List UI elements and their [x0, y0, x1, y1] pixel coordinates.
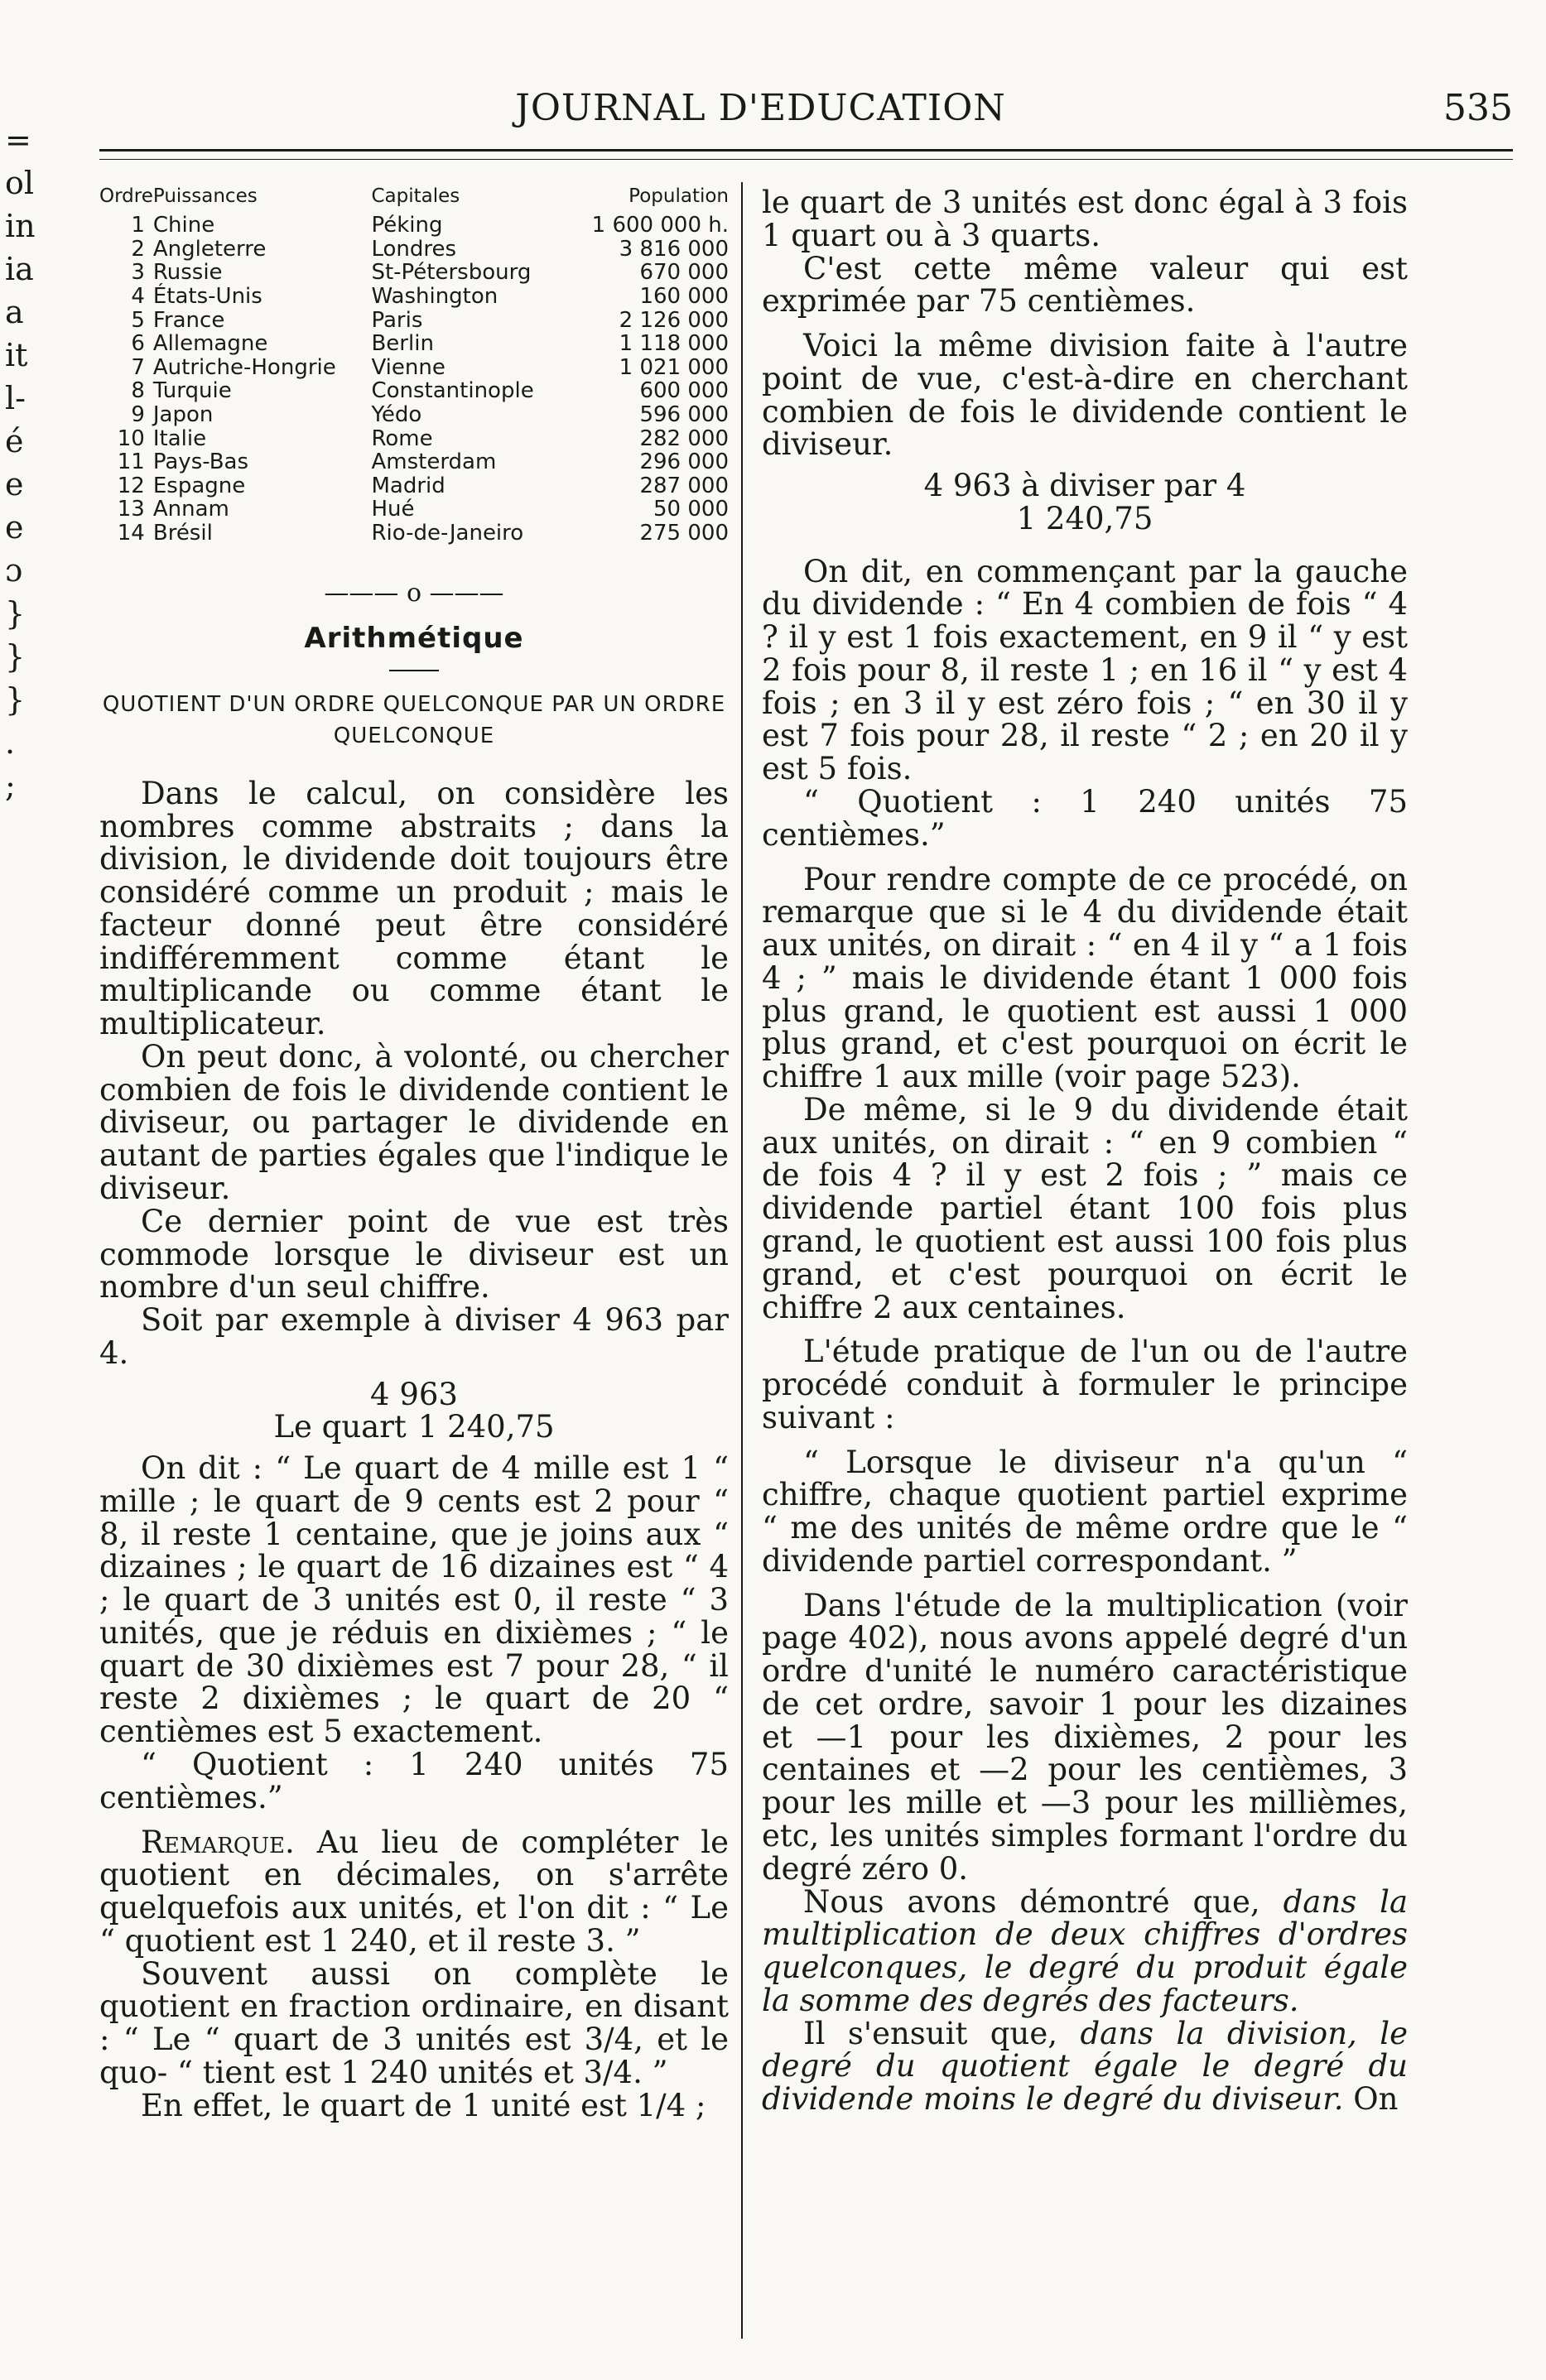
- cell-puissance: Allemagne: [152, 331, 268, 357]
- cell-capitale: Rio-de-Janeiro: [371, 521, 524, 546]
- table-row: [99, 522, 729, 546]
- p12-italic: dans la division, le degré du quotient égale le degré du dividende moins le degré du diviseur.: [762, 2015, 1408, 2118]
- section-subtitle: QUOTIENT D'UN ORDRE QUELCONQUE PAR UN ORDRE QUELCONQUE: [102, 692, 726, 749]
- remarque-text: Au lieu de compléter le quotient en décimales, on s'arrête quelquefois aux unités, et l'on dit : “ Le “ quotient est 1 240, et il reste 3. ”: [99, 1824, 729, 1959]
- cell-population: 160 000: [639, 284, 729, 310]
- cell-ordre: 3: [131, 260, 145, 286]
- cell-population: 3 816 000: [619, 236, 729, 262]
- margin-fragment: a: [5, 294, 24, 330]
- p12-tail: On: [1343, 2081, 1399, 2118]
- table-header-population: Population: [629, 185, 729, 207]
- cell-population: 2 126 000: [619, 307, 729, 333]
- margin-fragment: =: [5, 122, 31, 158]
- table-row: [99, 403, 729, 427]
- margin-fragment: ;: [5, 767, 16, 804]
- cell-ordre: 4: [131, 284, 145, 310]
- cell-ordre: 13: [117, 497, 145, 522]
- p11-lead: Nous avons démontré que,: [803, 1883, 1284, 1920]
- division-example-2: [762, 469, 1408, 536]
- margin-fragment: e: [5, 466, 24, 502]
- eq-dividend: 4 963: [370, 1376, 458, 1412]
- right-paragraph-7: De même, si le 9 du dividende était aux unités, on dirait : “ en 9 combien “ de fois 4 ? il y est 2 fois ; ” mais ce dividende partiel étant 100 fois plus grand, le quotient est aussi 100 fois plus grand, et c'est pourquoi on écrit le chiffre 2 aux centaines.: [762, 1091, 1408, 1325]
- table-row: [99, 238, 729, 262]
- margin-fragment: ɔ: [5, 552, 23, 589]
- margin-fragment: ia: [5, 251, 34, 287]
- division-example: [99, 1378, 729, 1445]
- right-paragraph-1: le quart de 3 unités est donc égal à 3 fois 1 quart ou à 3 quarts.: [762, 185, 1408, 253]
- cell-population: 1 118 000: [619, 331, 729, 357]
- left-paragraph-2: On peut donc, à volonté, ou chercher combien de fois le dividende contient le diviseur, ou partager le dividende en autant de parties égales que l'indique le diviseur.: [99, 1038, 729, 1206]
- table-row: [99, 450, 729, 474]
- cell-capitale: Rome: [371, 426, 433, 451]
- cell-ordre: 12: [117, 473, 145, 498]
- ornament: ——— o ———: [324, 578, 504, 608]
- cell-population: 275 000: [639, 521, 729, 546]
- margin-fragment: }: [5, 595, 26, 632]
- cell-puissance: Annam: [152, 497, 229, 522]
- eq2-line-1: 4 963 à diviser par 4: [923, 468, 1246, 504]
- eq2-line-2: 1 240,75: [1016, 500, 1153, 536]
- remarque-label: Remarque.: [141, 1824, 295, 1860]
- margin-fragment: }: [5, 638, 26, 675]
- cell-population: 287 000: [639, 473, 729, 498]
- table-header-puissances: Puissances: [152, 185, 258, 207]
- margin-fragment: l-: [5, 380, 26, 416]
- table-row: [99, 214, 729, 238]
- margin-fragment: it: [5, 337, 28, 373]
- table-row: [99, 498, 729, 522]
- cell-capitale: Amsterdam: [371, 450, 497, 475]
- margin-fragment: }: [5, 681, 26, 718]
- left-paragraph-6: “ Quotient : 1 240 unités 75 centièmes.”: [99, 1746, 729, 1815]
- table-header-ordre: Ordre: [99, 185, 153, 207]
- cell-puissance: France: [152, 307, 225, 333]
- cell-ordre: 11: [117, 450, 145, 475]
- cell-ordre: 5: [131, 307, 145, 333]
- running-title: JOURNAL D'EDUCATION: [515, 87, 1006, 129]
- cell-capitale: Londres: [371, 236, 457, 262]
- cell-puissance: Italie: [152, 426, 207, 451]
- cell-population: 282 000: [639, 426, 729, 451]
- header-rule: [99, 149, 1513, 151]
- cell-puissance: Angleterre: [152, 236, 267, 262]
- right-paragraph-11: [762, 1883, 1409, 2018]
- right-paragraph-6: Pour rendre compte de ce procédé, on remarque que si le 4 du dividende était aux unités, on dirait : “ en 4 il y “ a 1 fois 4 ; ” mais le dividende étant 1 000 fois plus grand, le quotient est aussi 1 000 plus grand, et c'est pourquoi on écrit le chiffre 1 aux mille (voir page 523).: [762, 861, 1408, 1095]
- left-paragraph-1: Dans le calcul, on considère les nombres comme abstraits ; dans la division, le dividende doit toujours être considéré comme un produit ; mais le facteur donné peut être considéré indifféremment comme étant le multiplicande ou comme étant le multiplicateur.: [99, 775, 729, 1042]
- cell-ordre: 14: [117, 521, 145, 546]
- right-column: [762, 186, 1408, 2330]
- margin-fragment: ol: [5, 165, 35, 201]
- cell-ordre: 7: [131, 354, 145, 380]
- cell-population: 1 021 000: [619, 354, 729, 380]
- left-column: [99, 186, 729, 2330]
- cell-capitale: Madrid: [371, 473, 445, 498]
- cell-ordre: 8: [131, 378, 145, 404]
- cell-puissance: Pays-Bas: [152, 450, 249, 475]
- table-header-capitales: Capitales: [371, 185, 460, 207]
- page-header: [99, 87, 1513, 137]
- left-paragraph-8: Souvent aussi on complète le quotient en fraction ordinaire, en disant : “ Le “ quart de 3 unités est 3/4, et le quo- “ tient est 1 240 unités et 3/4. ”: [99, 1955, 729, 2090]
- cell-capitale: Yédo: [371, 402, 422, 428]
- cell-puissance: Espagne: [152, 473, 246, 498]
- table-row: [99, 261, 729, 285]
- margin-fragment: in: [5, 208, 36, 244]
- cell-puissance: Japon: [152, 402, 214, 428]
- p11-italic: dans la multiplication de deux chiffres d'ordres quelconques, le degré du produit égale la somme des degrés des facteurs.: [762, 1883, 1409, 2018]
- left-paragraph-4: Soit par exemple à diviser 4 963 par 4.: [99, 1302, 729, 1371]
- eq-quotient: 1 240,75: [417, 1409, 555, 1445]
- cell-puissance: États-Unis: [152, 284, 262, 310]
- right-paragraph-10: Dans l'étude de la multiplication (voir page 402), nous avons appelé degré d'un ordre d'unité le numéro caractéristique de cet ordre, savoir 1 pour les dizaines et —1 pour les dixièmes, 2 pour les centaines et —2 pour les centièmes, 3 pour les mille et —3 pour les millièmes, etc, les unités simples formant l'ordre du degré zéro 0.: [762, 1587, 1408, 1887]
- page-number: 535: [1443, 87, 1513, 129]
- cell-ordre: 9: [131, 402, 145, 428]
- table-row: [99, 474, 729, 498]
- cell-capitale: Hué: [371, 497, 415, 522]
- cell-population: 1 600 000 h.: [591, 213, 729, 238]
- table-row: [99, 427, 729, 451]
- table-body: [99, 214, 729, 545]
- section-title: Arithmétique: [304, 621, 524, 655]
- cell-capitale: Washington: [371, 284, 498, 310]
- section-rule: [389, 670, 439, 671]
- left-paragraph-3: Ce dernier point de vue est très commode lorsque le diviseur est un nombre d'un seul chiffre.: [99, 1203, 729, 1305]
- cell-puissance: Brésil: [152, 521, 213, 546]
- table-row: [99, 356, 729, 380]
- population-table: [99, 186, 729, 546]
- cell-population: 600 000: [639, 378, 729, 404]
- cell-puissance: Chine: [152, 213, 215, 238]
- table-row: [99, 332, 729, 356]
- left-paragraph-9: En effet, le quart de 1 unité est 1/4 ;: [141, 2087, 706, 2123]
- left-paragraph-remarque: [99, 1826, 729, 1958]
- eq-label: Le quart: [273, 1409, 407, 1445]
- cell-capitale: Vienne: [371, 354, 445, 380]
- right-paragraph-12: [762, 2017, 1408, 2116]
- cell-capitale: Berlin: [371, 331, 434, 357]
- cell-puissance: Russie: [152, 260, 223, 286]
- right-paragraph-3: Voici la même division faite à l'autre point de vue, c'est-à-dire en cherchant combien de fois le dividende contient le diviseur.: [762, 328, 1408, 463]
- cell-capitale: Péking: [371, 213, 443, 238]
- right-paragraph-4: On dit, en commençant par la gauche du dividende : “ En 4 combien de fois “ 4 ? il y est 1 fois exactement, en 9 il “ y est 2 fois pour 8, il reste 1 ; en 16 il “ y est 4 fois ; en 3 il y est zéro fois ; “ en 30 il y est 7 fois pour 28, il reste “ 2 ; en 20 il y est 5 fois.: [762, 553, 1408, 787]
- cell-capitale: St-Pétersbourg: [371, 260, 532, 286]
- margin-fragment: e: [5, 509, 24, 546]
- left-margin-fragments: [0, 0, 50, 804]
- cell-capitale: Paris: [371, 307, 423, 333]
- cell-population: 596 000: [639, 402, 729, 428]
- table-row: [99, 379, 729, 403]
- table-row: [99, 309, 729, 333]
- right-paragraph-9: “ Lorsque le diviseur n'a qu'un “ chiffre, chaque quotient partiel exprime “ me des unités de même ordre que le “ dividende partiel correspondant. ”: [762, 1444, 1408, 1579]
- p12-lead: Il s'ensuit que,: [803, 2015, 1081, 2051]
- cell-ordre: 10: [117, 426, 145, 451]
- cell-puissance: Turquie: [152, 378, 232, 404]
- cell-capitale: Constantinople: [371, 378, 534, 404]
- margin-fragment: é: [5, 423, 24, 459]
- left-paragraph-5: On dit : “ Le quart de 4 mille est 1 “ mille ; le quart de 9 cents est 2 pour “ 8, il reste 1 centaine, que je joins aux “ dizaines ; le quart de 16 dizaines est “ 4 ; le quart de 3 unités est 0, il reste “ 3 unités, que je réduis en dixièmes ; “ le quart de 30 dixièmes est 7 pour 28, “ il reste 2 dixièmes ; le quart de 20 “ centièmes est 5 exactement.: [99, 1450, 729, 1750]
- right-paragraph-8: L'étude pratique de l'un ou de l'autre procédé conduit à formuler le principe suivant :: [762, 1334, 1408, 1435]
- right-paragraph-2: C'est cette même valeur qui est exprimée par 75 centièmes.: [762, 250, 1408, 320]
- cell-ordre: 6: [131, 331, 145, 357]
- cell-ordre: 1: [131, 213, 145, 238]
- cell-ordre: 2: [131, 236, 145, 262]
- table-header-row: [99, 186, 729, 214]
- cell-population: 50 000: [653, 497, 729, 522]
- table-row: [99, 285, 729, 309]
- eq-quotient-row: [99, 1411, 729, 1444]
- margin-fragment: .: [5, 724, 16, 761]
- cell-population: 296 000: [639, 450, 729, 475]
- column-divider: [741, 182, 743, 2339]
- right-paragraph-5: “ Quotient : 1 240 unités 75 centièmes.”: [762, 784, 1408, 853]
- header-rule-thin: [99, 159, 1513, 160]
- cell-puissance: Autriche-Hongrie: [152, 354, 336, 380]
- cell-population: 670 000: [639, 260, 729, 286]
